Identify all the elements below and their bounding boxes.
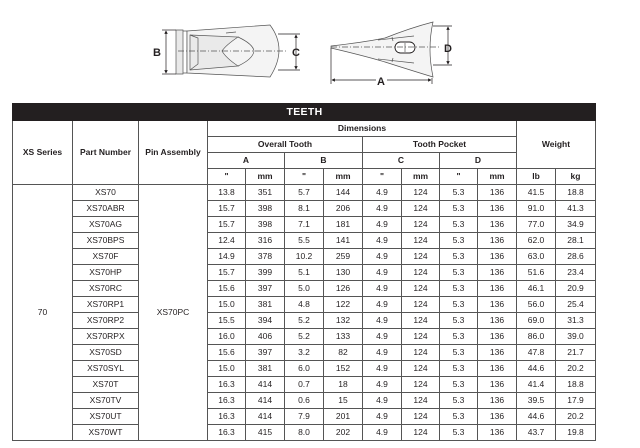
dimension-label-a: A [377,76,385,88]
cell-b-in: 4.8 [285,297,324,313]
cell-lb: 41.5 [517,185,556,201]
table-row [13,425,596,441]
cell-a-in: 15.0 [208,361,246,377]
header-c-mm: mm [402,169,440,185]
cell-a-in: 16.3 [208,377,246,393]
cell-a-mm: 398 [246,201,285,217]
cell-lb: 69.0 [517,313,556,329]
table-row [13,329,596,345]
cell-c-mm: 124 [402,393,440,409]
cell-c-in: 4.9 [363,393,402,409]
header-a-mm: mm [246,169,285,185]
cell-lb: 62.0 [517,233,556,249]
cell-b-mm: 130 [324,265,363,281]
cell-kg: 41.3 [556,201,596,217]
teeth-table-container [12,103,595,441]
cell-d-mm: 136 [478,185,517,201]
cell-part-number: XS70RPX [73,329,139,345]
dimension-label-c: C [292,47,300,59]
cell-part-number: XS70F [73,249,139,265]
cell-a-mm: 381 [246,361,285,377]
cell-a-mm: 397 [246,345,285,361]
cell-lb: 43.7 [517,425,556,441]
cell-part-number: XS70WT [73,425,139,441]
cell-c-in: 4.9 [363,233,402,249]
cell-a-in: 15.7 [208,217,246,233]
cell-part-number: XS70RP2 [73,313,139,329]
cell-b-mm: 259 [324,249,363,265]
cell-d-mm: 136 [478,313,517,329]
cell-c-in: 4.9 [363,185,402,201]
teeth-specifications-table [12,103,596,441]
table-row [13,265,596,281]
cell-d-in: 5.3 [440,313,478,329]
cell-c-mm: 124 [402,345,440,361]
cell-d-mm: 136 [478,329,517,345]
cell-d-in: 5.3 [440,329,478,345]
cell-c-in: 4.9 [363,377,402,393]
cell-d-mm: 136 [478,361,517,377]
cell-b-in: 5.2 [285,313,324,329]
cell-part-number: XS70SD [73,345,139,361]
cell-c-in: 4.9 [363,281,402,297]
table-title: TEETH [13,104,596,121]
cell-a-mm: 415 [246,425,285,441]
header-dim-a: A [208,153,285,169]
cell-d-in: 5.3 [440,233,478,249]
cell-lb: 39.5 [517,393,556,409]
cell-b-in: 3.2 [285,345,324,361]
cell-a-mm: 378 [246,249,285,265]
cell-b-mm: 206 [324,201,363,217]
cell-part-number: XS70HP [73,265,139,281]
cell-a-mm: 316 [246,233,285,249]
tooth-top-view [176,25,286,77]
cell-kg: 19.8 [556,425,596,441]
cell-d-in: 5.3 [440,249,478,265]
cell-lb: 77.0 [517,217,556,233]
cell-d-in: 5.3 [440,377,478,393]
cell-c-mm: 124 [402,201,440,217]
cell-b-mm: 15 [324,393,363,409]
cell-a-mm: 394 [246,313,285,329]
header-dim-d: D [440,153,517,169]
cell-b-in: 0.6 [285,393,324,409]
header-weight-kg: kg [556,169,596,185]
table-row [13,377,596,393]
cell-d-in: 5.3 [440,409,478,425]
cell-c-in: 4.9 [363,201,402,217]
cell-b-in: 10.2 [285,249,324,265]
header-dim-b: B [285,153,363,169]
cell-a-in: 12.4 [208,233,246,249]
cell-d-in: 5.3 [440,265,478,281]
cell-kg: 20.9 [556,281,596,297]
table-row [13,393,596,409]
cell-kg: 28.6 [556,249,596,265]
cell-d-mm: 136 [478,217,517,233]
cell-a-mm: 414 [246,377,285,393]
cell-b-in: 0.7 [285,377,324,393]
cell-b-in: 5.7 [285,185,324,201]
cell-c-in: 4.9 [363,297,402,313]
cell-c-mm: 124 [402,313,440,329]
cell-a-mm: 399 [246,265,285,281]
cell-c-mm: 124 [402,361,440,377]
cell-d-mm: 136 [478,425,517,441]
dimension-b [162,30,176,74]
table-row [13,297,596,313]
cell-a-in: 15.6 [208,281,246,297]
cell-a-in: 15.6 [208,345,246,361]
cell-a-mm: 414 [246,409,285,425]
cell-a-mm: 381 [246,297,285,313]
table-body [13,185,596,441]
tooth-dimension-diagram [0,0,640,100]
cell-part-number: XS70AG [73,217,139,233]
cell-kg: 17.9 [556,393,596,409]
cell-a-in: 16.3 [208,409,246,425]
cell-d-in: 5.3 [440,345,478,361]
cell-c-mm: 124 [402,233,440,249]
cell-c-mm: 124 [402,409,440,425]
cell-a-in: 15.0 [208,297,246,313]
cell-c-mm: 124 [402,185,440,201]
cell-kg: 20.2 [556,409,596,425]
cell-kg: 21.7 [556,345,596,361]
cell-kg: 18.8 [556,185,596,201]
table-row [13,409,596,425]
cell-b-in: 6.0 [285,361,324,377]
cell-c-in: 4.9 [363,217,402,233]
cell-c-mm: 124 [402,329,440,345]
cell-c-in: 4.9 [363,249,402,265]
cell-part-number: XS70SYL [73,361,139,377]
cell-c-mm: 124 [402,249,440,265]
cell-d-in: 5.3 [440,297,478,313]
header-dim-c: C [363,153,440,169]
header-tooth-pocket: Tooth Pocket [363,137,517,153]
cell-a-in: 15.7 [208,201,246,217]
tooth-side-view [331,22,440,77]
cell-a-in: 16.3 [208,425,246,441]
cell-lb: 41.4 [517,377,556,393]
header-c-inch: " [363,169,402,185]
cell-part-number: XS70 [73,185,139,201]
table-row [13,345,596,361]
header-overall-tooth: Overall Tooth [208,137,363,153]
cell-d-mm: 136 [478,393,517,409]
cell-c-in: 4.9 [363,345,402,361]
header-dimensions: Dimensions [208,121,517,137]
cell-a-in: 13.8 [208,185,246,201]
cell-b-mm: 202 [324,425,363,441]
header-weight: Weight [517,121,596,169]
cell-kg: 31.3 [556,313,596,329]
cell-a-in: 16.0 [208,329,246,345]
cell-b-mm: 126 [324,281,363,297]
cell-kg: 34.9 [556,217,596,233]
cell-c-in: 4.9 [363,425,402,441]
cell-d-in: 5.3 [440,217,478,233]
table-row [13,361,596,377]
cell-b-mm: 82 [324,345,363,361]
cell-kg: 20.2 [556,361,596,377]
cell-d-in: 5.3 [440,185,478,201]
cell-c-mm: 124 [402,217,440,233]
header-part-number: Part Number [73,121,139,185]
cell-a-in: 15.7 [208,265,246,281]
cell-part-number: XS70RC [73,281,139,297]
cell-c-mm: 124 [402,265,440,281]
header-b-inch: " [285,169,324,185]
cell-b-mm: 18 [324,377,363,393]
cell-c-mm: 124 [402,297,440,313]
cell-lb: 86.0 [517,329,556,345]
cell-b-in: 7.9 [285,409,324,425]
cell-lb: 56.0 [517,297,556,313]
cell-kg: 28.1 [556,233,596,249]
cell-kg: 23.4 [556,265,596,281]
cell-part-number: XS70UT [73,409,139,425]
cell-part-number: XS70T [73,377,139,393]
cell-d-mm: 136 [478,201,517,217]
dimension-label-d: D [444,43,452,55]
cell-b-mm: 122 [324,297,363,313]
cell-d-mm: 136 [478,409,517,425]
cell-c-in: 4.9 [363,265,402,281]
cell-c-in: 4.9 [363,329,402,345]
cell-d-in: 5.3 [440,361,478,377]
table-row [13,185,596,201]
header-d-mm: mm [478,169,517,185]
header-xs-series: XS Series [13,121,73,185]
cell-d-mm: 136 [478,377,517,393]
cell-d-mm: 136 [478,281,517,297]
cell-a-mm: 397 [246,281,285,297]
cell-b-mm: 141 [324,233,363,249]
cell-d-in: 5.3 [440,281,478,297]
cell-part-number: XS70ABR [73,201,139,217]
cell-b-mm: 133 [324,329,363,345]
cell-d-in: 5.3 [440,201,478,217]
cell-part-number: XS70RP1 [73,297,139,313]
cell-lb: 44.6 [517,361,556,377]
cell-xs-series: 70 [13,185,73,441]
cell-pin-assembly: XS70PC [139,185,208,441]
cell-d-mm: 136 [478,265,517,281]
cell-a-mm: 406 [246,329,285,345]
cell-b-mm: 152 [324,361,363,377]
table-row [13,233,596,249]
table-row [13,281,596,297]
cell-kg: 18.8 [556,377,596,393]
cell-b-in: 8.1 [285,201,324,217]
cell-c-mm: 124 [402,425,440,441]
table-row [13,217,596,233]
cell-part-number: XS70TV [73,393,139,409]
cell-lb: 47.8 [517,345,556,361]
header-a-inch: " [208,169,246,185]
cell-lb: 51.6 [517,265,556,281]
cell-kg: 25.4 [556,297,596,313]
cell-a-in: 14.9 [208,249,246,265]
cell-c-in: 4.9 [363,313,402,329]
cell-b-in: 8.0 [285,425,324,441]
cell-d-mm: 136 [478,345,517,361]
cell-a-mm: 398 [246,217,285,233]
cell-lb: 46.1 [517,281,556,297]
cell-a-mm: 351 [246,185,285,201]
cell-kg: 39.0 [556,329,596,345]
table-row [13,249,596,265]
cell-part-number: XS70BPS [73,233,139,249]
cell-lb: 63.0 [517,249,556,265]
cell-d-mm: 136 [478,233,517,249]
cell-lb: 44.6 [517,409,556,425]
dimension-label-b: B [153,47,161,59]
header-pin-assembly: Pin Assembly [139,121,208,185]
header-b-mm: mm [324,169,363,185]
cell-d-in: 5.3 [440,425,478,441]
cell-c-mm: 124 [402,281,440,297]
cell-b-in: 5.5 [285,233,324,249]
cell-lb: 91.0 [517,201,556,217]
cell-b-in: 5.1 [285,265,324,281]
header-d-inch: " [440,169,478,185]
header-weight-lb: lb [517,169,556,185]
table-row [13,313,596,329]
cell-b-mm: 181 [324,217,363,233]
cell-b-mm: 201 [324,409,363,425]
cell-d-mm: 136 [478,297,517,313]
cell-b-in: 5.2 [285,329,324,345]
cell-b-mm: 144 [324,185,363,201]
cell-c-in: 4.9 [363,361,402,377]
cell-d-in: 5.3 [440,393,478,409]
table-row [13,201,596,217]
cell-a-in: 15.5 [208,313,246,329]
cell-d-mm: 136 [478,249,517,265]
cell-b-mm: 132 [324,313,363,329]
cell-c-mm: 124 [402,377,440,393]
cell-a-in: 16.3 [208,393,246,409]
cell-a-mm: 414 [246,393,285,409]
cell-c-in: 4.9 [363,409,402,425]
cell-b-in: 7.1 [285,217,324,233]
cell-b-in: 5.0 [285,281,324,297]
